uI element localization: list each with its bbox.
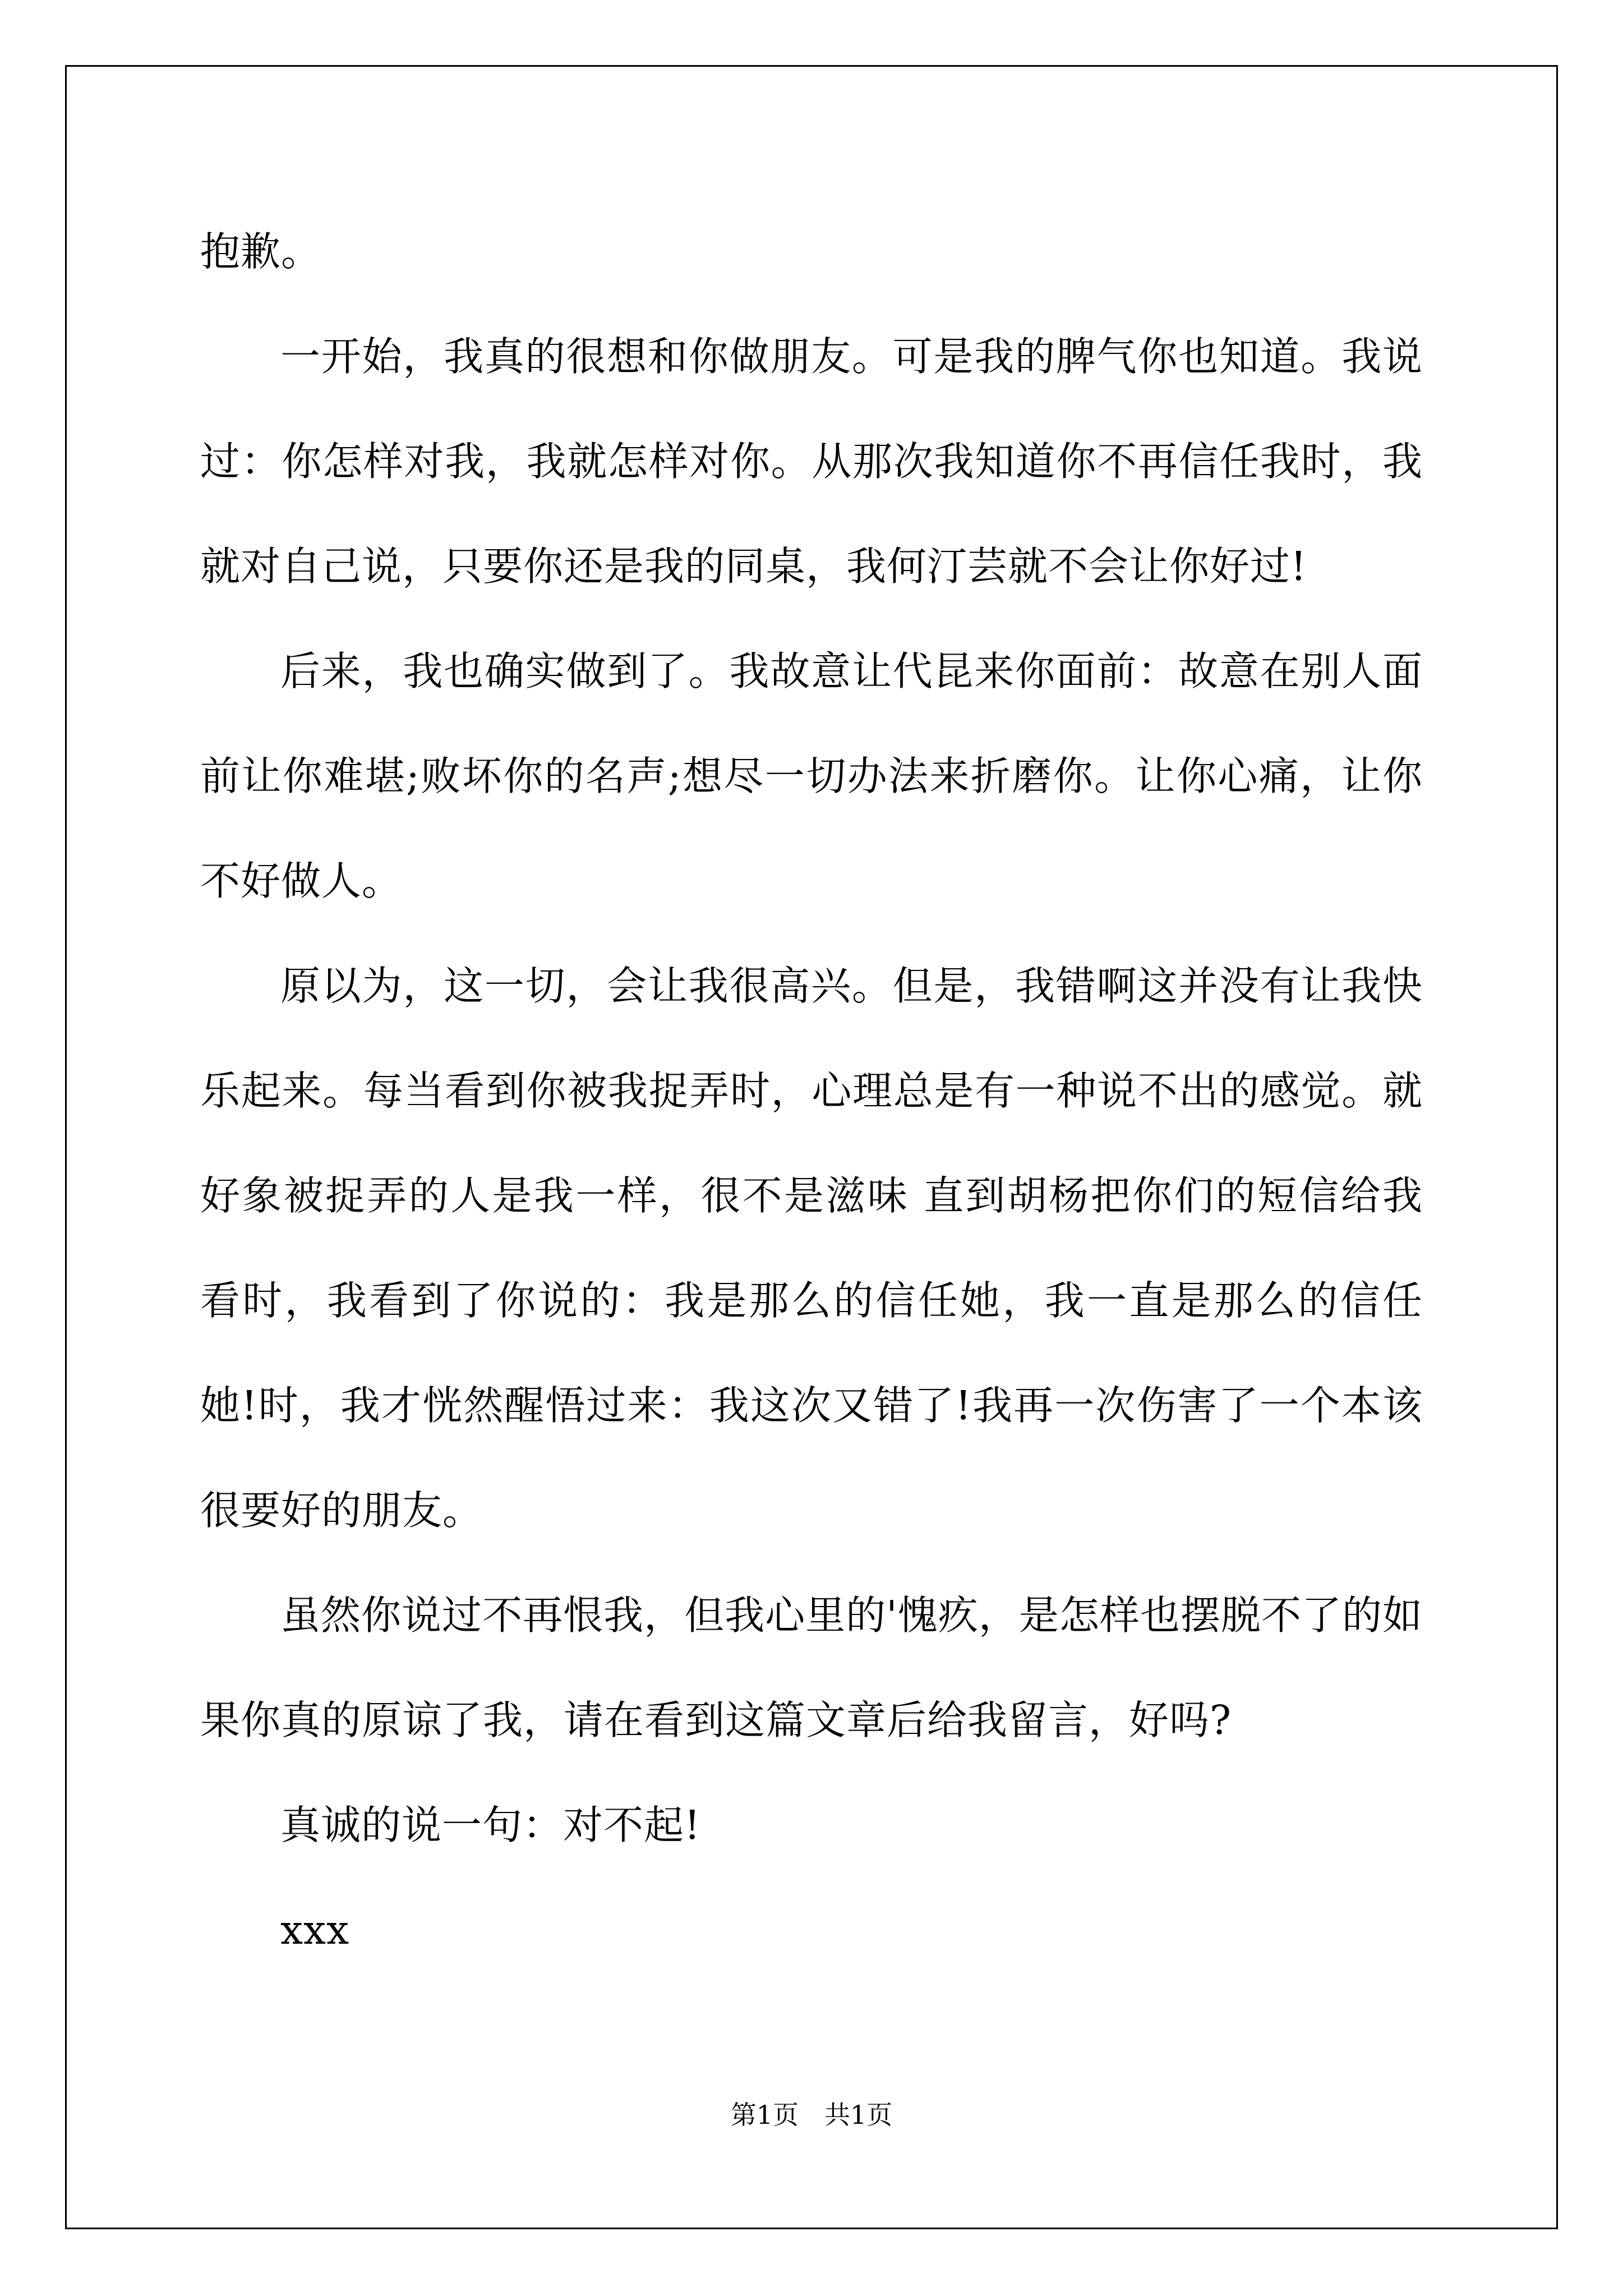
paragraph: 后来，我也确实做到了。我故意让代昆来你面前：故意在别人面前让你难堪;败坏你的名声;想尽一切办法来折磨你。让你心痛，让你不好做人。 xyxy=(200,648,1423,904)
paragraph: 虽然你说过不再恨我，但我心里的'愧疚，是怎样也摆脱不了的如果你真的原谅了我，请在看到这篇文章后给我留言，好吗? xyxy=(200,1592,1423,1743)
signature: xxx xyxy=(280,1907,350,1953)
paragraph: 抱歉。 xyxy=(200,228,322,275)
page-number-total: 共1页 xyxy=(824,2100,893,2130)
page-number-current: 第1页 xyxy=(730,2100,799,2130)
page-footer xyxy=(0,2095,1623,2132)
paragraph: 真诚的说一句：对不起! xyxy=(280,1802,701,1848)
document-body xyxy=(200,199,1423,1982)
paragraph: 原以为，这一切，会让我很高兴。但是，我错啊这并没有让我快乐起来。每当看到你被我捉弄时，心理总是有一种说不出的感觉。就好象被捉弄的人是我一样，很不是滋味 直到胡杨把你们的短信给我看时，我看到了你说的：我是那么的信任她，我一直是那么的信任她!时，我才恍然醒悟过来：我这次又错了!我再一次伤害了一个本该很要好的朋友。 xyxy=(200,963,1423,1534)
paragraph: 一开始，我真的很想和你做朋友。可是我的脾气你也知道。我说过：你怎样对我，我就怎样对你。从那次我知道你不再信任我时，我就对自己说，只要你还是我的同桌，我何汀芸就不会让你好过! xyxy=(200,333,1423,590)
